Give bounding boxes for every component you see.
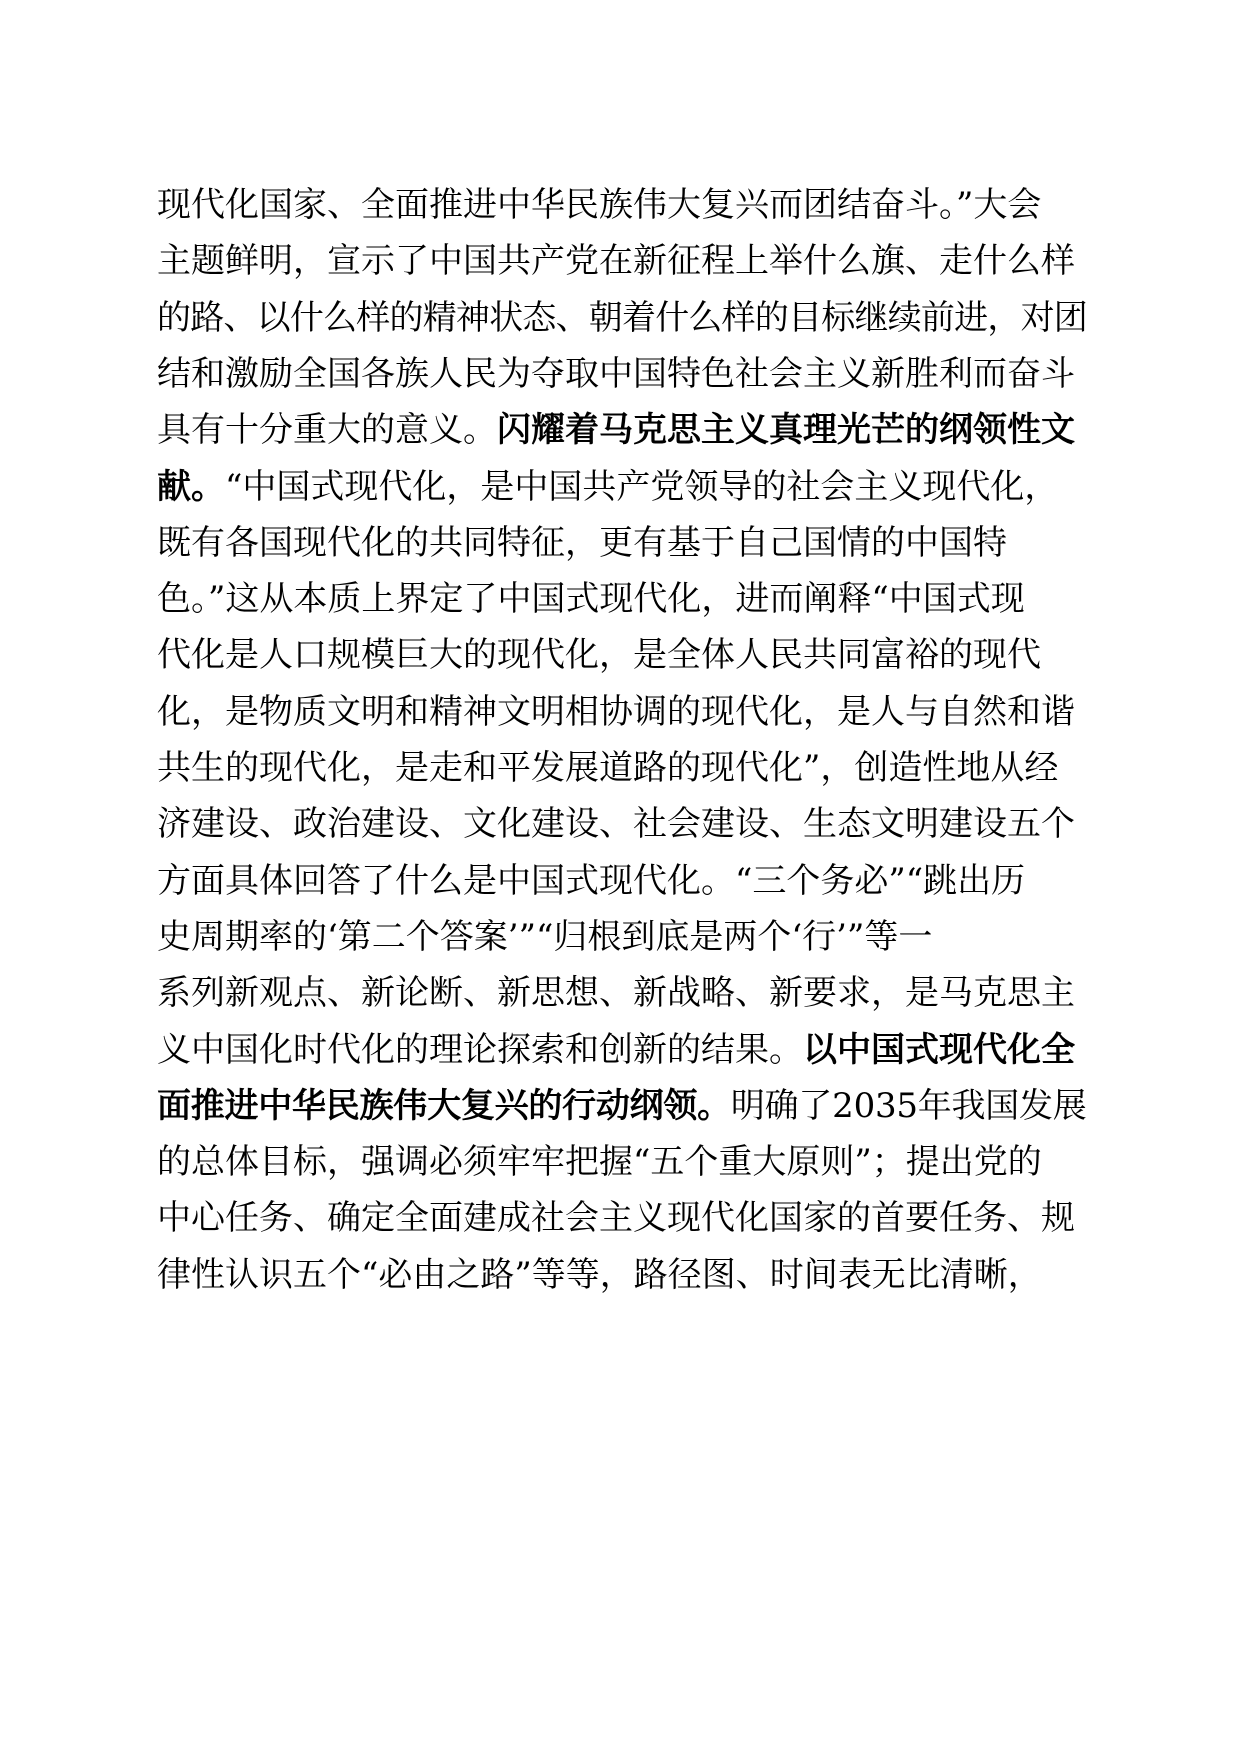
text-run: 化，是物质文明和精神文明相协调的现代化，是人与自然和谐	[157, 691, 1075, 732]
text-run: 代化是人口规模巨大的现代化，是全体人民共同富裕的现代	[157, 635, 1041, 676]
text-run: 的总体目标，强调必须牢牢把握“五个重大原则”；提出党的	[157, 1142, 1042, 1183]
text-line	[157, 625, 1087, 685]
text-line	[157, 513, 1087, 573]
text-run: 主题鲜明，宣示了中国共产党在新征程上举什么旗、走什么样	[157, 241, 1075, 282]
text-line	[157, 175, 1087, 235]
text-run: 中心任务、确定全面建成社会主义现代化国家的首要任务、规	[157, 1198, 1075, 1239]
text-line	[157, 1188, 1087, 1248]
text-run: 史周期率的‘第二个答案’”“归根到底是两个‘行’”等一	[157, 916, 933, 957]
text-line	[157, 794, 1087, 854]
text-line	[157, 1245, 1087, 1305]
text-line	[157, 344, 1087, 404]
text-line	[157, 231, 1087, 291]
text-run: 具有十分重大的意义。	[157, 410, 497, 451]
text-run: 济建设、政治建设、文化建设、社会建设、生态文明建设五个	[157, 804, 1075, 845]
text-run: 共生的现代化，是走和平发展道路的现代化”，创造性地从经	[157, 748, 1059, 788]
bold-text-run: 面推进中华民族伟大复兴的行动纲领。	[157, 1085, 731, 1126]
text-run: 律性认识五个“必由之路”等等，路径图、时间表无比清晰，	[157, 1254, 1042, 1295]
text-line	[157, 851, 1087, 911]
text-line	[157, 682, 1087, 742]
text-line	[157, 907, 1087, 967]
text-run: 方面具体回答了什么是中国式现代化。“三个务必”“跳出历	[157, 860, 1026, 901]
text-line	[157, 288, 1087, 348]
text-line	[157, 738, 1087, 798]
bold-text-run: 献。	[157, 466, 225, 507]
text-run: 的路、以什么样的精神状态、朝着什么样的目标继续前进，对团	[157, 297, 1087, 338]
text-run: 现代化国家、全面推进中华民族伟大复兴而团结奋斗。”大会	[157, 185, 1042, 225]
text-line	[157, 1076, 1087, 1136]
bold-text-run: 以中国式现代化全	[803, 1029, 1075, 1070]
text-line	[157, 963, 1087, 1023]
text-line	[157, 569, 1087, 629]
text-run: 结和激励全国各族人民为夺取中国特色社会主义新胜利而奋斗	[157, 353, 1075, 394]
text-line	[157, 1020, 1087, 1080]
text-run: 系列新观点、新论断、新思想、新战略、新要求，是马克思主	[157, 973, 1075, 1014]
text-line	[157, 1132, 1087, 1192]
text-run: 色。”这从本质上界定了中国式现代化，进而阐释“中国式现	[157, 579, 1025, 620]
bold-text-run: 闪耀着马克思主义真理光芒的纲领性文	[497, 410, 1075, 451]
text-run: 明确了2035年我国发展	[730, 1085, 1087, 1126]
text-line	[157, 400, 1087, 460]
text-run: 义中国化时代化的理论探索和创新的结果。	[157, 1029, 803, 1070]
text-run: “中国式现代化，是中国共产党领导的社会主义现代化，	[225, 466, 1059, 507]
text-line	[157, 457, 1087, 517]
text-run: 既有各国现代化的共同特征，更有基于自己国情的中国特	[157, 522, 1007, 563]
